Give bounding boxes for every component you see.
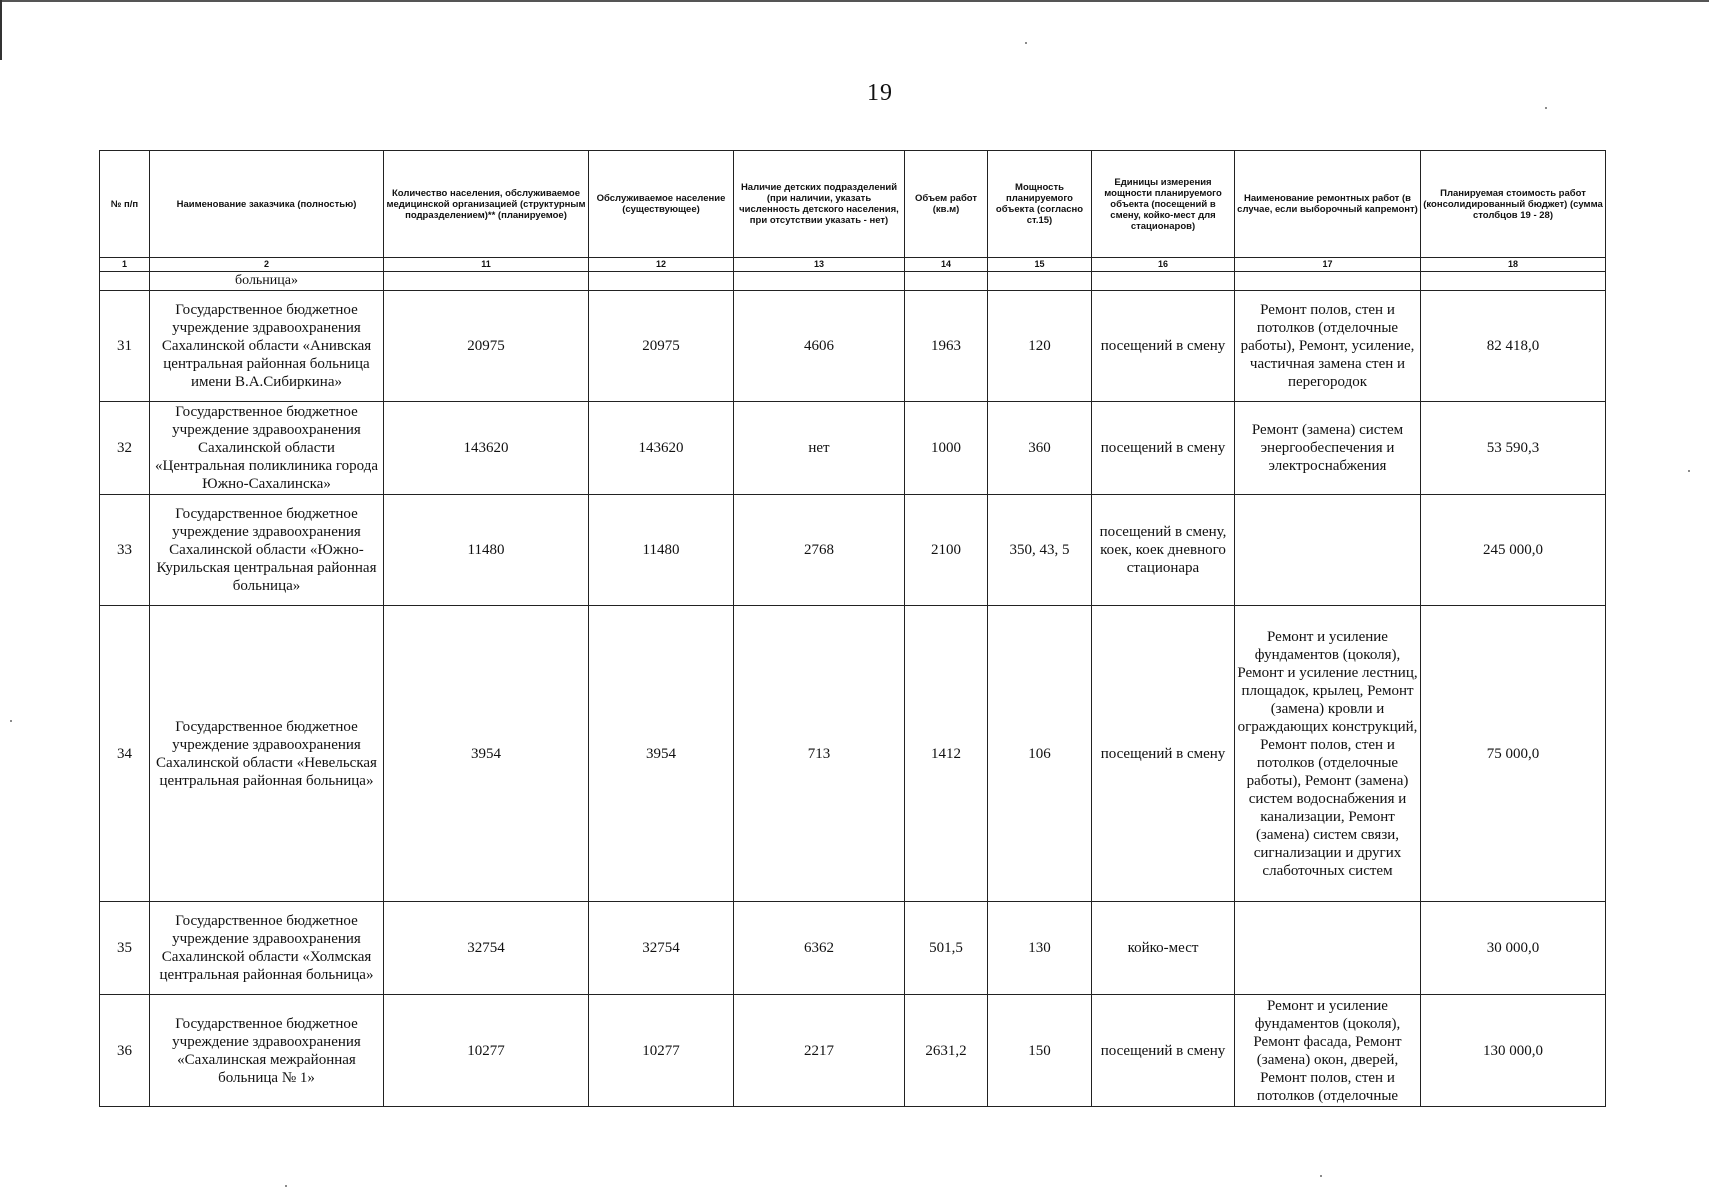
scan-edge [0,0,1709,2]
continuation-text: больница» [150,272,384,291]
population-planned: 20975 [384,291,589,402]
column-number: 11 [384,258,589,272]
repair-works: Ремонт (замена) систем энергообеспечения и электроснабжения [1235,402,1421,495]
population-existing: 11480 [589,495,734,606]
work-volume: 1000 [905,402,988,495]
capacity: 130 [988,902,1092,995]
capacity: 120 [988,291,1092,402]
capacity-units: посещений в смену [1092,995,1235,1107]
column-number: 16 [1092,258,1235,272]
capacity: 106 [988,606,1092,902]
work-volume: 1963 [905,291,988,402]
capacity: 150 [988,995,1092,1107]
header-cell: Объем работ (кв.м) [905,151,988,258]
capacity-units: посещений в смену [1092,402,1235,495]
children-population: 6362 [734,902,905,995]
customer-name: Государственное бюджетное учреждение здравоохранения Сахалинской области «Невельская центральная районная больница» [150,606,384,902]
repair-works: Ремонт и усиление фундаментов (цоколя), Ремонт и усиление лестниц, площадок, крылец, Ремонт (замена) кровли и ограждающих конструкций, Ремонт полов, стен и потолков (отделочные работы), Ремонт (замена) систем водоснабжения и канализации, Ремонт (замена) систем связи, сигнализации и других слаботочных систем [1235,606,1421,902]
work-volume: 501,5 [905,902,988,995]
customer-name: Государственное бюджетное учреждение здравоохранения «Сахалинская межрайонная больница № 1» [150,995,384,1107]
row-number: 32 [100,402,150,495]
table-row [100,902,1606,995]
children-population: 2217 [734,995,905,1107]
column-number: 12 [589,258,734,272]
capacity: 360 [988,402,1092,495]
population-planned: 32754 [384,902,589,995]
work-volume: 2631,2 [905,995,988,1107]
population-planned: 10277 [384,995,589,1107]
header-cell: Наименование ремонтных работ (в случае, если выборочный капремонт) [1235,151,1421,258]
page-number: 19 [867,80,893,106]
planned-cost: 130 000,0 [1421,995,1606,1107]
column-number: 17 [1235,258,1421,272]
table-row [100,402,1606,495]
capacity-units: койко-мест [1092,902,1235,995]
scan-speck [10,720,12,722]
repair-works [1235,902,1421,995]
header-row [100,151,1606,258]
planned-cost: 53 590,3 [1421,402,1606,495]
planned-cost: 245 000,0 [1421,495,1606,606]
repair-works-table [99,150,1606,1107]
column-number: 18 [1421,258,1606,272]
row-number: 33 [100,495,150,606]
capacity-units: посещений в смену, коек, коек дневного стационара [1092,495,1235,606]
customer-name: Государственное бюджетное учреждение здравоохранения Сахалинской области «Анивская центральная районная больница имени В.А.Сибиркина» [150,291,384,402]
customer-name: Государственное бюджетное учреждение здравоохранения Сахалинской области «Центральная поликлиника города Южно-Сахалинска» [150,402,384,495]
scan-speck [1688,470,1690,472]
capacity: 350, 43, 5 [988,495,1092,606]
population-existing: 10277 [589,995,734,1107]
row-number: 31 [100,291,150,402]
planned-cost: 75 000,0 [1421,606,1606,902]
population-existing: 20975 [589,291,734,402]
customer-name: Государственное бюджетное учреждение здравоохранения Сахалинской области «Южно-Курильская центральная районная больница» [150,495,384,606]
column-number: 15 [988,258,1092,272]
work-volume: 1412 [905,606,988,902]
header-cell: Обслуживаемое население (существующее) [589,151,734,258]
population-planned: 11480 [384,495,589,606]
work-volume: 2100 [905,495,988,606]
scan-speck [285,1185,287,1187]
population-planned: 3954 [384,606,589,902]
scan-edge [0,0,2,60]
table-row [100,995,1606,1107]
row-number: 35 [100,902,150,995]
repair-works: Ремонт полов, стен и потолков (отделочные работы), Ремонт, усиление, частичная замена стен и перегородок [1235,291,1421,402]
column-number: 14 [905,258,988,272]
header-cell: Мощность планируемого объекта (согласно ст.15) [988,151,1092,258]
scan-speck [1025,42,1027,44]
planned-cost: 30 000,0 [1421,902,1606,995]
customer-name: Государственное бюджетное учреждение здравоохранения Сахалинской области «Холмская центральная районная больница» [150,902,384,995]
scan-speck [1545,107,1547,109]
repair-works [1235,495,1421,606]
capacity-units: посещений в смену [1092,606,1235,902]
column-number: 2 [150,258,384,272]
population-planned: 143620 [384,402,589,495]
population-existing: 143620 [589,402,734,495]
table-row [100,495,1606,606]
population-existing: 32754 [589,902,734,995]
children-population: 713 [734,606,905,902]
table-row [100,291,1606,402]
children-population: нет [734,402,905,495]
repair-works: Ремонт и усиление фундаментов (цоколя), Ремонт фасада, Ремонт (замена) окон, дверей, Ремонт полов, стен и потолков (отделочные [1235,995,1421,1107]
column-number: 13 [734,258,905,272]
header-cell: № п/п [100,151,150,258]
row-number: 34 [100,606,150,902]
header-cell: Наименование заказчика (полностью) [150,151,384,258]
row-number: 36 [100,995,150,1107]
header-cell: Наличие детских подразделений (при наличии, указать численность детского населения, при отсутствии указать - нет) [734,151,905,258]
continuation-row [100,272,1606,291]
scan-speck [1320,1175,1322,1177]
children-population: 4606 [734,291,905,402]
header-cell: Планируемая стоимость работ (консолидированный бюджет) (сумма столбцов 19 - 28) [1421,151,1606,258]
header-cell: Количество населения, обслуживаемое медицинской организацией (структурным подразделением)** (планируемое) [384,151,589,258]
column-number-row [100,258,1606,272]
planned-cost: 82 418,0 [1421,291,1606,402]
population-existing: 3954 [589,606,734,902]
header-cell: Единицы измерения мощности планируемого объекта (посещений в смену, койко-мест для стационаров) [1092,151,1235,258]
children-population: 2768 [734,495,905,606]
column-number: 1 [100,258,150,272]
table-row [100,606,1606,902]
capacity-units: посещений в смену [1092,291,1235,402]
